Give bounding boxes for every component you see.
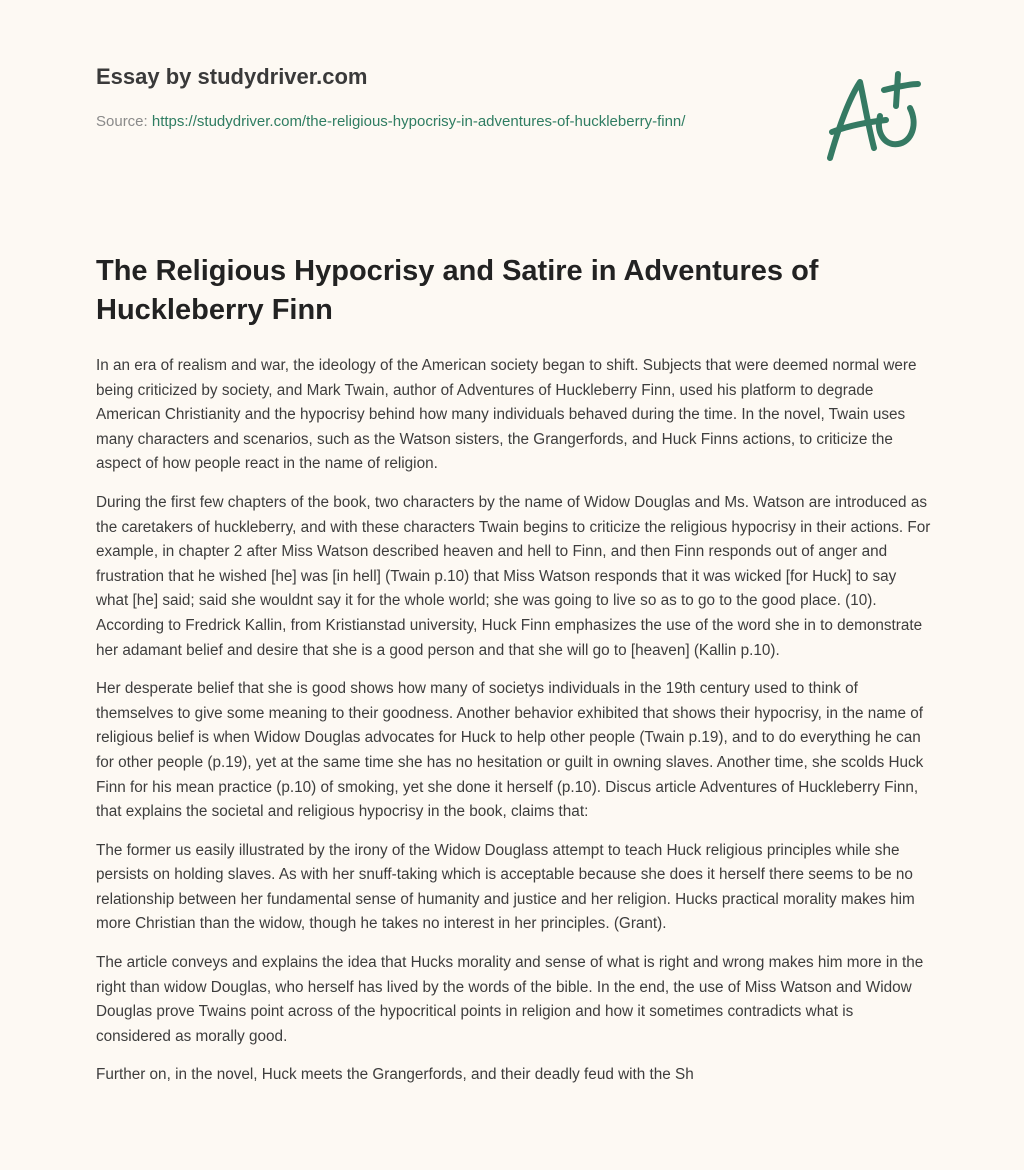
source-link[interactable]: https://studydriver.com/the-religious-hypocrisy-in-adventures-of-huckleberry-finn/ [151,113,686,130]
paragraph: The article conveys and explains the idea that Hucks morality and sense of what is right and wrong makes him more in the right than widow Douglas, who herself has lived by the words of the bible. In the end, the use of Miss Watson and Widow Douglas prove Twains point across of the hypocritical points in religion and how it sometimes contradicts what is considered as morally good. [96,954,924,1045]
source-line [96,110,756,134]
paragraph: Further on, in the novel, Huck meets the Grangerfords, and their deadly feud with the Sh [96,1066,694,1084]
paragraph: Her desperate belief that she is good shows how many of societys individuals in the 19th century used to think of themselves to give some meaning to their goodness. Another behavior exhibited that shows their hypocrisy, in the name of religious belief is when Widow Douglas advocates for Huck to help other people (Twain p.19), and to do everything he can for other people (p.19), yet at the same time she has no hesitation or guilt in owning slaves. Another time, she scolds Huck Finn for his mean practice (p.10) of smoking, yet she done it herself (p.10). Discus article Adventures of Huckleberry Finn, that explains the societal and religious hypocrisy in the book, claims that: [96,680,924,821]
site-brand: Essay by studydriver.com [96,64,368,89]
paragraph: The former us easily illustrated by the irony of the Widow Douglass attempt to teach Huck religious principles while she persists on holding slaves. As with her snuff-taking which is acceptable because she does it herself there seems to be no relationship between her fundamental sense of humanity and justice and her religion. Hucks practical morality makes him more Christian than the widow, though he takes no interest in her principles. (Grant). [96,841,915,933]
essay-body [96,354,932,1102]
paragraph: During the first few chapters of the book, two characters by the name of Widow Douglas and Ms. Watson are introduced as the caretakers of huckleberry, and with these characters Twain begins to criticize the religious hypocrisy in their actions. For example, in chapter 2 after Miss Watson described heaven and hell to Finn, and then Finn responds out of anger and frustration that he wished [he] was [in hell] (Twain p.10) that Miss Watson responds that it was wicked [for Huck] to say what [he] said; said she wouldnt say it for the whole world; she was going to live so as to go to the good place. (10). According to Fredrick Kallin, from Kristianstad university, Huck Finn emphasizes the use of the word she in to demonstrate her adamant belief and desire that she is a good person and that she will go to [heaven] (Kallin p.10). [96,493,931,659]
essay-title: The Religious Hypocrisy and Satire in Adventures of Huckleberry Finn [96,255,819,326]
a-plus-logo [818,70,928,165]
paragraph: In an era of realism and war, the ideology of the American society began to shift. Subjects that were deemed normal were being criticized by society, and Mark Twain, author of Adventures of Huckleberry Finn, used his platform to degrade American Christianity and the hypocrisy behind how many individuals behaved during the time. In the novel, Twain uses many characters and scenarios, such as the Watson sisters, the Grangerfords, and Huck Finns actions, to criticize the aspect of how people react in the name of religion. [96,357,917,473]
source-label: Source: [96,113,152,130]
